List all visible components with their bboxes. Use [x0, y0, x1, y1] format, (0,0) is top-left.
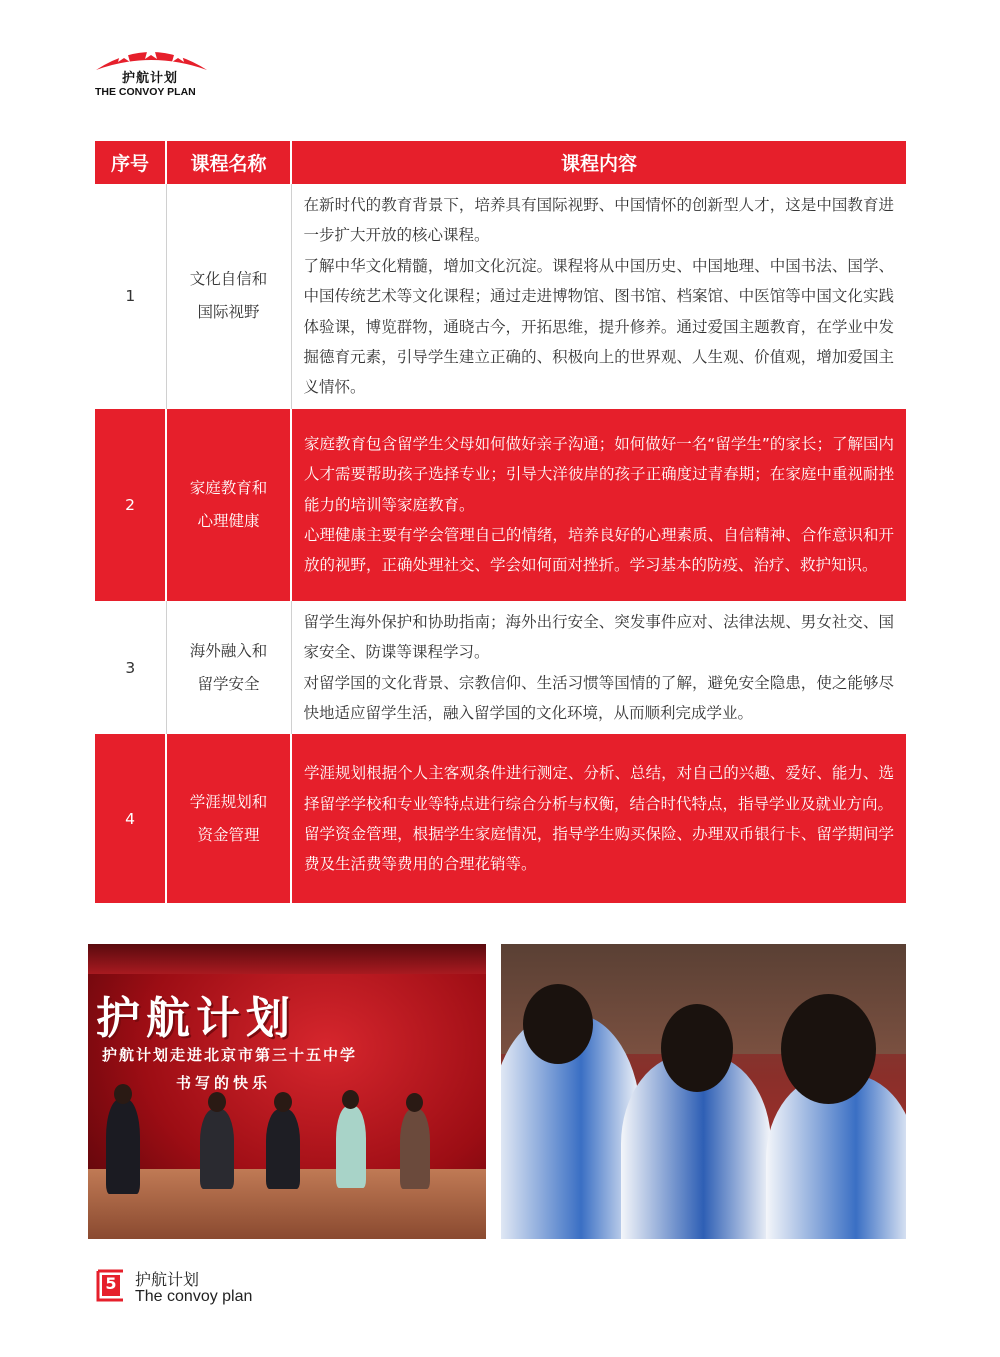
person-head	[114, 1084, 132, 1104]
logo-en-text: THE CONVOY PLAN	[95, 86, 196, 98]
footer-cn-text: 护航计划	[135, 1270, 200, 1289]
header-course-content: 课程内容	[291, 141, 906, 184]
footer-en-text: The convoy plan	[135, 1288, 253, 1305]
course-name-line: 资金管理	[197, 825, 260, 844]
students-audience-photo	[501, 944, 906, 1239]
row-course-name	[166, 184, 291, 409]
content-paragraph: 留学生海外保护和协助指南；海外出行安全、突发事件应对、法律法规、男女社交、国家安全、防谍等课程学习。	[303, 612, 894, 662]
row-course-content	[291, 409, 906, 601]
content-paragraph: 了解中华文化精髓，增加文化沉淀。课程将从中国历史、中国地理、中国书法、国学、中国传统艺术等文化课程；通过走进博物馆、图书馆、档案馆、中医馆等中国文化实践体验课，博览群物，通晓古今，开拓思维，提升修养。通过爱国主题教育，在学业中发掘德育元素，引导学生建立正确的、积极向上的世界观、人生观、价值观，增加爱国主义情怀。	[303, 256, 894, 397]
table-row	[95, 734, 906, 903]
photo-banner-subtitle-2: 书写的快乐	[176, 1074, 272, 1092]
course-table	[95, 141, 906, 903]
person-figure	[400, 1109, 430, 1189]
student-head	[661, 1004, 733, 1092]
table-header-row	[95, 141, 906, 184]
row-number: 2	[95, 409, 166, 601]
content-paragraph: 对留学国的文化背景、宗教信仰、生活习惯等国情的了解，避免安全隐患，使之能够尽快地适应留学生活，融入留学国的文化环境，从而顺利完成学业。	[303, 673, 894, 723]
row-course-name	[166, 601, 291, 735]
course-name-line: 留学安全	[197, 674, 260, 693]
course-name-line: 国际视野	[197, 303, 260, 322]
header-number: 序号	[95, 141, 166, 184]
event-stage-photo	[88, 944, 486, 1239]
content-paragraph: 家庭教育包含留学生父母如何做好亲子沟通；如何做好一名“留学生”的家长；了解国内人才需要帮助孩子选择专业；引导大洋彼岸的孩子正确度过青春期；在家庭中重视耐挫能力的培训等家庭教育。	[304, 434, 894, 514]
table-row	[95, 601, 906, 735]
person-head	[342, 1090, 359, 1109]
row-number: 1	[95, 184, 166, 409]
student-head	[781, 994, 876, 1104]
content-paragraph: 留学资金管理，根据学生家庭情况，指导学生购买保险、办理双币银行卡、留学期间学费及生活费等费用的合理花销等。	[304, 824, 894, 874]
course-name-line: 心理健康	[197, 511, 260, 530]
row-course-name	[166, 734, 291, 903]
row-course-content	[291, 734, 906, 903]
person-head	[208, 1092, 226, 1112]
row-course-content	[291, 184, 906, 409]
person-figure	[336, 1106, 366, 1188]
person-figure	[106, 1099, 140, 1194]
course-name-line: 学涯规划和	[189, 792, 268, 811]
person-head	[406, 1093, 423, 1112]
photo-banner-title: 护航计划	[96, 993, 296, 1044]
person-figure	[200, 1109, 234, 1189]
table-row	[95, 184, 906, 409]
row-number: 3	[95, 601, 166, 735]
person-figure	[266, 1109, 300, 1189]
student-head	[523, 984, 593, 1064]
page-number: 5	[105, 1274, 117, 1293]
course-name-line: 家庭教育和	[189, 478, 268, 497]
content-paragraph: 学涯规划根据个人主客观条件进行测定、分析、总结，对自己的兴趣、爱好、能力、选择留学学校和专业等特点进行综合分析与权衡，结合时代特点，指导学业及就业方向。	[304, 764, 894, 813]
wing-stars-icon	[94, 40, 209, 70]
content-paragraph: 在新时代的教育背景下，培养具有国际视野、中国情怀的创新型人才，这是中国教育进一步扩大开放的核心课程。	[303, 196, 894, 245]
table-row	[95, 409, 906, 601]
header-course-name: 课程名称	[166, 141, 291, 184]
course-name-line: 文化自信和	[189, 270, 268, 289]
row-number: 4	[95, 734, 166, 903]
photo-banner-subtitle: 护航计划走进北京市第三十五中学	[102, 1046, 358, 1064]
row-course-content	[291, 601, 906, 735]
stage-roof-decoration	[88, 944, 486, 974]
logo-cn-text: 护航计划	[122, 71, 179, 86]
row-course-name	[166, 409, 291, 601]
person-head	[274, 1092, 292, 1112]
content-paragraph: 心理健康主要有学会管理自己的情绪，培养良好的心理素质、自信精神、合作意识和开放的视野，正确处理社交、学会如何面对挫折。学习基本的防疫、治疗、救护知识。	[304, 526, 894, 575]
brand-logo	[94, 40, 209, 100]
course-name-line: 海外融入和	[189, 641, 268, 660]
